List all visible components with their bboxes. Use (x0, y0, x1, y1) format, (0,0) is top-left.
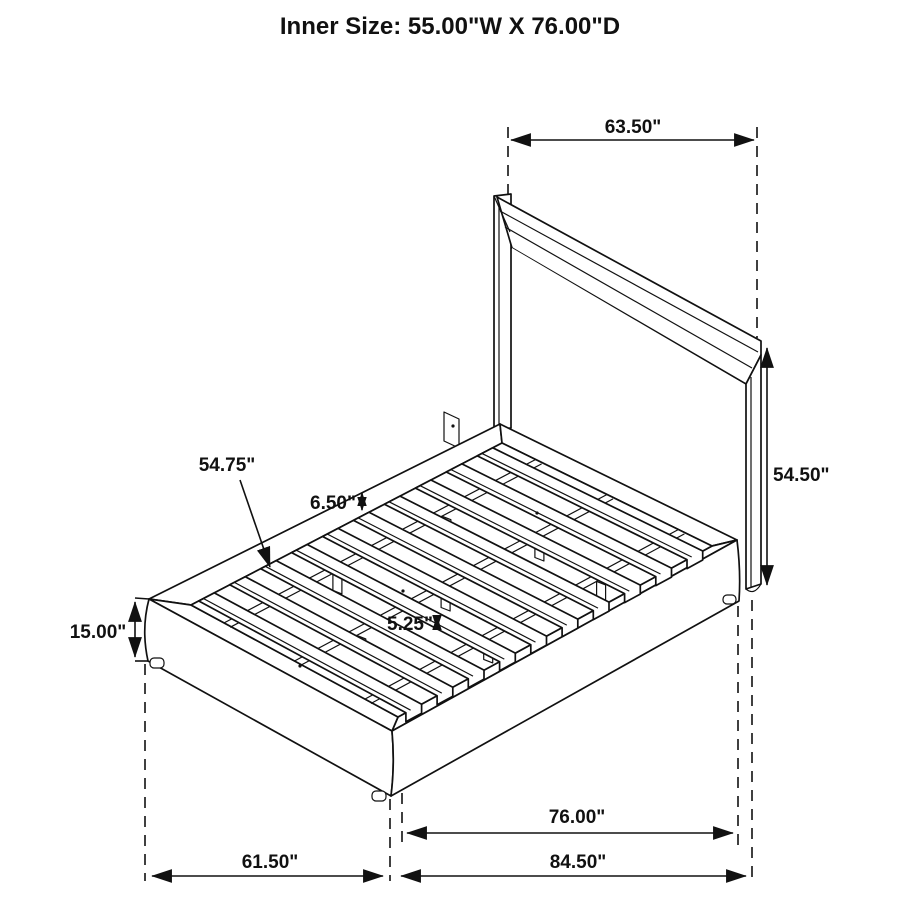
dimension-base-height (70, 598, 149, 881)
dimension-label: 54.75" (198, 455, 256, 476)
dimension-label: 5.25" (387, 614, 433, 635)
bed-foot-glide (372, 791, 386, 801)
bed-foot-glide (150, 658, 164, 668)
headboard-right-post (746, 355, 761, 589)
dimension-headboard-height (767, 348, 830, 585)
dimension-label: 76.00" (548, 807, 606, 828)
dimension-label: 6.50" (310, 493, 356, 514)
dimension-label: 84.50" (549, 852, 607, 873)
dimension-slat-spacing (310, 493, 362, 514)
diagram-title: Inner Size: 55.00"W X 76.00"D (279, 13, 621, 40)
dimension-foot-width (152, 799, 390, 881)
rail-bracket (444, 412, 459, 448)
dimension-label: 54.50" (773, 465, 830, 486)
dimension-label: 15.00" (69, 622, 127, 643)
bed-foot-glide (723, 595, 736, 604)
dimension-support-leg-height (387, 614, 437, 635)
dimension-label: 61.50" (241, 852, 299, 873)
dimension-label: 63.50" (604, 117, 662, 138)
